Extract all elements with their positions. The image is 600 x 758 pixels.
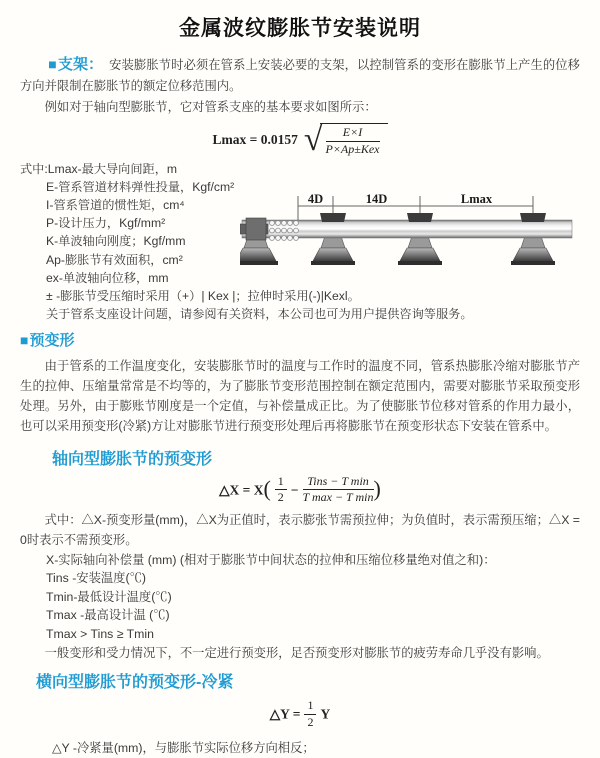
open-paren: ( [263,475,271,501]
close-paren: ) [373,475,381,501]
predeform-section-heading [20,330,580,352]
definition-item: E-管系管道材料弹性投量，Kgf/cm² [46,179,235,194]
pipe-support [511,236,555,265]
support-example-text: 例如对于轴向型膨胀节，它对管系支座的基本要求如图所示： [44,100,377,114]
consulting-note: 关于管系支座设计问题，请参阅有关资料，本公司也可为用户提供咨询等服务。 [46,307,473,322]
lmax-formula-lhs: Lmax = 0.0157 [212,131,298,147]
pipe-supports [240,236,555,265]
lmax-formula [20,120,580,158]
support-intro-paragraph [20,54,580,96]
dimension-label-4d: 4D [307,191,324,206]
page-title: 金属波纹膨胀节安装说明 [179,17,421,40]
half-denominator: 2 [307,715,314,729]
radical-sign: √ [303,120,323,158]
lateral-def-line: △Y -冷紧量(mm)，与膨胀节实际位移方向相反； [52,740,315,755]
predeform-section-label: 预变形 [29,332,75,350]
half-numerator: 1 [304,699,316,715]
dimension-label-lmax: Lmax [460,191,493,206]
lateral-formula-lhs: △Y = [269,706,301,722]
dimension-label-14d: 14D [365,191,388,206]
sqrt-expression [303,120,388,158]
axial-def-line: Tmin-最低设计温度(℃) [46,589,172,604]
definitions-intro: 式中:Lmax-最大导向间距，m [20,161,178,176]
axial-def-line: Tmax > Tins ≥ Tmin [46,627,154,642]
temp-numerator: Tins − T min [303,475,374,491]
symbol-definitions [20,160,580,324]
axial-explain-paragraph: 式中：△X-预变形量(mm)，△X为正值时，表示膨张节需预拉伸；为负值时，表示需预压缩；△X = 0时表示不需预变形。 [20,513,580,548]
half-numerator: 1 [275,475,287,491]
support-section-label: 支架： [57,56,104,73]
bellows [270,220,299,240]
definition-item: K-单波轴向刚度；Kgf/mm [46,234,186,249]
definition-item: ex-单波轴向位移，mm [46,270,169,285]
support-intro-text: 安装膨胀节时必须在管系上安装必要的支架，以控制管系的变形在膨胀节上产生的位移方向并限制在膨胀节的额定位移范围内。 [20,58,580,93]
pipe-support [398,236,442,265]
axial-formula-lhs: △X = X [219,481,264,497]
axial-def-line: Tins -安装温度(℃) [46,571,146,586]
half-denominator: 2 [277,490,284,505]
minus-sign: − [290,481,299,497]
pipe-support [311,236,355,265]
plus-minus-note: ± -膨胀节受压缩时采用（+）| Kex |；拉伸时采用(-)|Kexl。 [46,288,360,303]
definition-item: P-设计压力，Kgf/mm² [46,216,166,231]
section-bullet-icon: ■ [48,56,57,72]
axial-note-line: 一般变形和受力情况下，不一定进行预变形，足否预变形对膨胀节的疲劳寿命几乎没有影响。 [44,645,549,660]
definition-item: Ap-膨胀节有效面积，cm² [46,252,183,267]
lmax-denominator: P×Ap±Kex [325,141,380,156]
lateral-formula [20,699,580,730]
lmax-numerator: E×I [326,126,380,142]
predeform-paragraph: 由于管系的工作温度变化，安装膨胀节时的温度与工作时的温度不同，管系热膨胀冷缩对膨胀节产生的拉伸、压缩量常常是不均等的，为了膨胀节变形范围控制在额定范围内，需要对膨胀节采取预变形处理。另外，由于膨账节刚度是一个定值，与补偿量成正比。为了使膨胀节位移对管系的作用力最小，也可以采用预变形(冷紧)方让对膨胀节进行预变形处理后再将膨胀节在预变形状态下安装在管系中。 [20,358,580,434]
lateral-subheading: 横向型膨胀节的预变形-冷紧 [36,674,234,692]
axial-def-line: Tmax -最高设计温 (℃) [46,608,170,623]
axial-formula: △X = X( $\frac{1}{2}$ − Tins − T min T max − T min ) [219,473,381,505]
axial-def-line: X-实际轴向补偿量 (mm) (相对于膨胀节中间状态的拉伸和压缩位移量绝对值之和)： [46,552,496,567]
section-bullet-icon: ■ [20,332,29,349]
axial-subheading: 轴向型膨胀节的预变形 [52,450,213,468]
lateral-formula-rhs: Y [320,706,331,722]
pipe-support-diagram [240,192,600,284]
definition-item: I-管系管道的惯性矩，cm⁴ [46,197,185,212]
